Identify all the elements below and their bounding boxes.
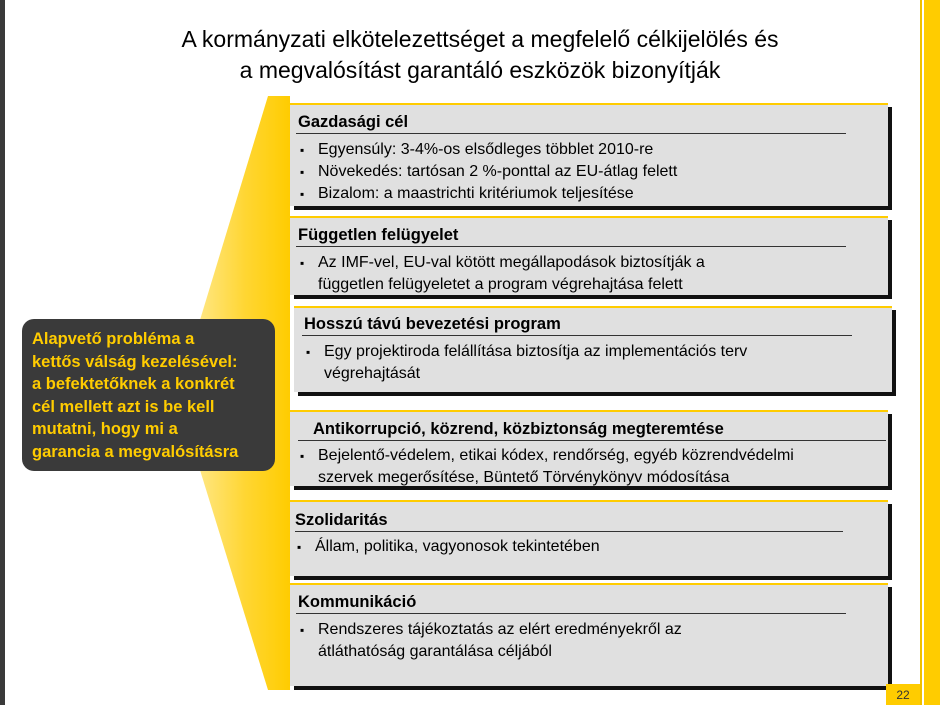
card-title-rule	[296, 613, 846, 614]
problem-line: a befektetőknek a konkrét	[32, 375, 235, 393]
bullet-line: Rendszeres tájékoztatás az elért eredményekről az	[318, 621, 682, 638]
card-antikorrupcio	[290, 410, 888, 486]
bullet-item: ▪ Bizalom: a maastrichti kritériumok teljesítése	[298, 183, 677, 205]
card-title: Független felügyelet	[298, 226, 459, 244]
card-gazdasagi-cel	[290, 103, 888, 206]
problem-line: Alapvető probléma a	[32, 330, 195, 348]
card-title-rule	[296, 246, 846, 247]
card-fuggetlen-felugyelet	[290, 216, 888, 295]
card-bullets	[298, 252, 705, 296]
card-bullets	[298, 619, 682, 663]
problem-line: cél mellett azt is be kell	[32, 397, 215, 416]
card-title: Kommunikáció	[298, 593, 417, 611]
bullet-item: ▪ Állam, politika, vagyonosok tekintetében	[295, 536, 600, 558]
bullet-item	[304, 341, 747, 385]
card-title-rule	[296, 133, 846, 134]
card-title: Szolidaritás	[295, 511, 388, 529]
card-title: Gazdasági cél	[298, 113, 409, 131]
problem-line: garancia a megvalósításra	[32, 442, 239, 461]
card-title-rule	[298, 440, 886, 441]
bullet-item	[298, 619, 682, 663]
slide-title-line-2: a megvalósítást garantáló eszközök bizonyítják	[239, 57, 721, 83]
card-bullets	[298, 445, 794, 489]
card-szolidaritas	[290, 500, 888, 576]
page-number: 22	[886, 684, 920, 705]
card-kommunikacio	[290, 583, 888, 686]
problem-line: mutatni, hogy mi a	[32, 420, 178, 438]
bullet-line: végrehajtását	[324, 365, 421, 382]
bullet-item: ▪ Egyensúly: 3-4%-os elsődleges többlet 2010-re	[298, 139, 677, 161]
bullet-line: Egy projektiroda felállítása biztosítja az implementációs terv	[324, 343, 748, 360]
card-bullets	[304, 341, 747, 385]
card-hosszu-tavu-program	[294, 306, 892, 392]
card-bullets	[298, 139, 677, 205]
slide-title-line-1: A kormányzati elkötelezettséget a megfelelő célkijelölés és	[181, 26, 779, 52]
card-title-rule	[302, 335, 852, 336]
card-title: Hosszú távú bevezetési program	[304, 315, 561, 333]
bullet-item: ▪ Növekedés: tartósan 2 %-ponttal az EU-átlag felett	[298, 161, 677, 183]
bullet-item	[298, 445, 794, 489]
card-title-rule	[295, 531, 843, 532]
problem-line: kettős válság kezelésével:	[32, 352, 238, 371]
bullet-line: szervek megerősítése, Büntető Törvénykönyv módosítása	[318, 469, 730, 486]
card-title: Antikorrupció, közrend, közbiztonság megteremtése	[313, 420, 724, 438]
bullet-line: átláthatóság garantálása céljából	[318, 643, 552, 660]
bullet-item	[298, 252, 705, 296]
bullet-line: Bejelentő-védelem, etikai kódex, rendőrség, egyéb közrendvédelmi	[318, 447, 794, 464]
problem-box	[22, 319, 275, 471]
card-bullets	[295, 536, 600, 558]
bullet-line: Az IMF-vel, EU-val kötött megállapodások biztosítják a	[318, 254, 705, 271]
bullet-line: független felügyeletet a program végrehajtása felett	[318, 276, 683, 293]
